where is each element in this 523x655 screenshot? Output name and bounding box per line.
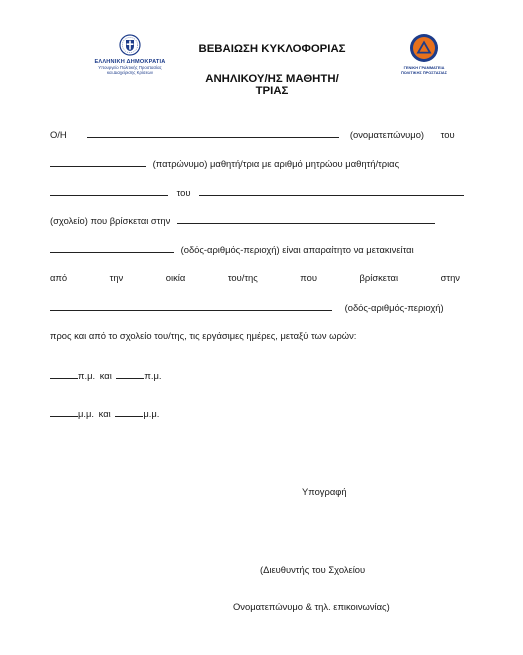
document-title-line-2: ΑΝΗΛΙΚΟΥ/ΗΣ ΜΑΘΗΤΗ/ΤΡΙΑΣ <box>205 73 339 97</box>
logo-ministry-line-1: Υπουργείο Πολιτικής Προστασίας <box>98 65 162 70</box>
form-row-pm-hours <box>50 407 460 420</box>
civil-protection-line-2: ΠΟΛΙΤΙΚΗΣ ΠΡΟΣΤΑΣΙΑΣ <box>400 70 448 75</box>
label-am-1: π.μ. <box>78 370 96 381</box>
form-row-home-justified <box>50 272 460 284</box>
label-tou: του <box>440 129 455 140</box>
school-address-field[interactable] <box>177 214 435 224</box>
label-and-2: και <box>98 408 111 419</box>
pm-start-field[interactable] <box>50 407 78 417</box>
word-stin: στην <box>440 272 460 283</box>
label-o-i: Ο/Η <box>50 129 67 140</box>
label-school-location: (σχολείο) που βρίσκεται στην <box>50 215 171 226</box>
label-tou-2: του <box>176 187 191 198</box>
word-oikia: οικία <box>165 272 186 283</box>
label-full-name: (ονοματεπώνυμο) <box>349 129 425 140</box>
patronymic-field[interactable] <box>50 157 146 167</box>
label-address-necessity: (οδός-αριθμός-περιοχή) είναι απαραίτητο να μετακινείται <box>180 244 414 255</box>
label-patronymic: (πατρώνυμο) μαθητή/τρια με αριθμό μητρώου μαθητή/τριας <box>152 158 400 169</box>
form-row-registry <box>50 186 460 199</box>
form-row-school-location <box>50 214 460 227</box>
pm-end-field[interactable] <box>115 407 143 417</box>
form-row-school-address <box>50 243 460 256</box>
label-hours-intro: προς και από το σχολείο του/της, τις εργάσιμες ημέρες, μεταξύ των ωρών: <box>50 330 357 341</box>
word-vrisketai: βρίσκεται <box>359 272 399 283</box>
label-pm-2: μ.μ. <box>143 408 160 419</box>
form-row-patronymic <box>50 157 460 170</box>
label-am-2: π.μ. <box>144 370 162 381</box>
word-apo: από <box>50 272 68 283</box>
signature-label: Υπογραφή <box>302 486 347 497</box>
word-tou-tis: του/της <box>227 272 258 283</box>
home-address-field[interactable] <box>50 301 332 311</box>
full-name-field[interactable] <box>87 128 339 138</box>
form-row-name <box>50 128 460 141</box>
form-row-am-hours <box>50 369 460 382</box>
label-home-address: (οδός-αριθμός-περιοχή) <box>344 302 444 313</box>
school-name-field[interactable] <box>199 186 464 196</box>
civil-protection-logo <box>398 33 450 75</box>
label-and-1: και <box>99 370 112 381</box>
school-address-detail-field[interactable] <box>50 243 174 253</box>
signature-role: (Διευθυντής του Σχολείου <box>260 564 366 575</box>
form-row-home-address <box>50 301 460 314</box>
logo-ministry-line-2: και Διαχείρισης Κρίσεων <box>107 70 153 76</box>
registry-number-field[interactable] <box>50 186 168 196</box>
am-start-field[interactable] <box>50 369 78 379</box>
label-pm-1: μ.μ. <box>78 408 95 419</box>
signature-details: Ονοματεπώνυμο & τηλ. επικοινωνίας) <box>233 601 390 612</box>
civil-protection-emblem-icon <box>409 33 439 63</box>
hellenic-republic-crest-icon <box>119 34 141 56</box>
am-end-field[interactable] <box>116 369 144 379</box>
word-pou: που <box>300 272 317 283</box>
logo-org-name: ΕΛΛΗΝΙΚΗ ΔΗΜΟΚΡΑΤΙΑ <box>94 59 166 65</box>
form-row-hours-intro <box>50 330 460 342</box>
document-title-line-1: ΒΕΒΑΙΩΣΗ ΚΥΚΛΟΦΟΡΙΑΣ <box>198 43 346 55</box>
word-tin: την <box>109 272 124 283</box>
civil-protection-line-1: ΓΕΝΙΚΗ ΓΡΑΜΜΑΤΕΙΑ <box>403 65 445 70</box>
hellenic-republic-logo <box>84 34 176 76</box>
